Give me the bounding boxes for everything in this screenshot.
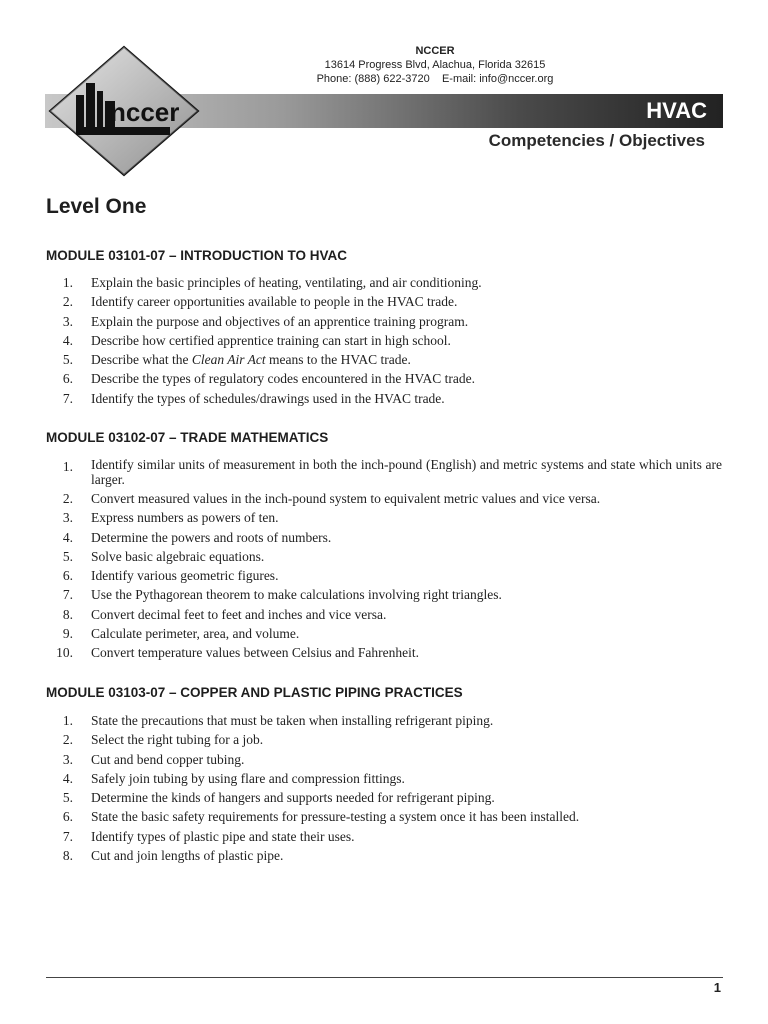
level-title: Level One [46, 195, 147, 218]
list-item: 3. Express numbers as powers of ten. [62, 510, 279, 526]
org-contact: Phone: (888) 622-3720 E-mail: info@nccer.org [316, 73, 554, 85]
nccer-logo [48, 45, 200, 177]
list-item: 2. Identify career opportunities available to people in the HVAC trade. [62, 294, 458, 310]
org-address: 13614 Progress Blvd, Alachua, Florida 32615 [324, 59, 546, 71]
list-item: 4. Describe how certified apprentice training can start in high school. [62, 332, 451, 348]
list-item: 4. Determine the powers and roots of numbers. [62, 529, 332, 545]
module-title-03102: MODULE 03102-07 – TRADE MATHEMATICS [46, 430, 329, 445]
band-title: HVAC [646, 98, 707, 123]
list-item: 1. Identify similar units of measurement in both the inch-pound (English) and metric systems and state which units are larger. [62, 457, 722, 487]
list-item: 9. Calculate perimeter, area, and volume. [62, 626, 300, 642]
module-title-03101: MODULE 03101-07 – INTRODUCTION TO HVAC [46, 248, 348, 263]
italic-act-name: Clean Air Act [191, 352, 266, 368]
org-name: NCCER [415, 45, 455, 57]
module-title-03103: MODULE 03103-07 – COPPER AND PLASTIC PIPING PRACTICES [46, 685, 463, 700]
list-item: 10. Convert temperature values between Celsius and Fahrenheit. [56, 645, 420, 661]
page-number: 1 [713, 980, 721, 995]
list-item: 6. Describe the types of regulatory codes encountered in the HVAC trade. [62, 371, 475, 387]
list-item: 5. Determine the kinds of hangers and supports needed for refrigerant piping. [62, 790, 495, 806]
list-item: 8. Convert decimal feet to feet and inches and vice versa. [62, 606, 387, 622]
list-item: 2. Convert measured values in the inch-pound system to equivalent metric values and vice versa. [62, 491, 601, 506]
footer-rule [46, 977, 723, 978]
list-item: 3. Explain the purpose and objectives of an apprentice training program. [62, 313, 469, 329]
org-address-block [250, 44, 620, 86]
list-item: 4. Safely join tubing by using flare and compression fittings. [62, 770, 405, 786]
list-item: 7. Identify the types of schedules/drawings used in the HVAC trade. [62, 390, 445, 406]
list-item: 7. Use the Pythagorean theorem to make calculations involving right triangles. [62, 587, 502, 603]
list-item: 2. Select the right tubing for a job. [62, 732, 264, 748]
list-item: 3. Cut and bend copper tubing. [62, 751, 245, 767]
list-item: 6. State the basic safety requirements for pressure-testing a system once it has been installed. [62, 809, 580, 825]
list-item: 8. Cut and join lengths of plastic pipe. [62, 848, 284, 864]
page-subtitle: Competencies / Objectives [488, 131, 705, 150]
module-03103-objectives [0, 711, 722, 865]
list-item: 1. Explain the basic principles of heating, ventilating, and air conditioning. [62, 275, 482, 290]
module-03102-objectives [0, 455, 722, 663]
list-item: 6. Identify various geometric figures. [62, 568, 279, 584]
list-item: 5. Solve basic algebraic equations. [62, 548, 265, 564]
list-item: 5. Describe what the Clean Air Act means to the HVAC trade. [62, 352, 411, 368]
module-03101-objectives [0, 273, 722, 408]
list-item: 7. Identify types of plastic pipe and state their uses. [62, 828, 355, 844]
list-item: 1. State the precautions that must be taken when installing refrigerant piping. [62, 713, 494, 728]
logo-text: nccer [110, 97, 180, 127]
